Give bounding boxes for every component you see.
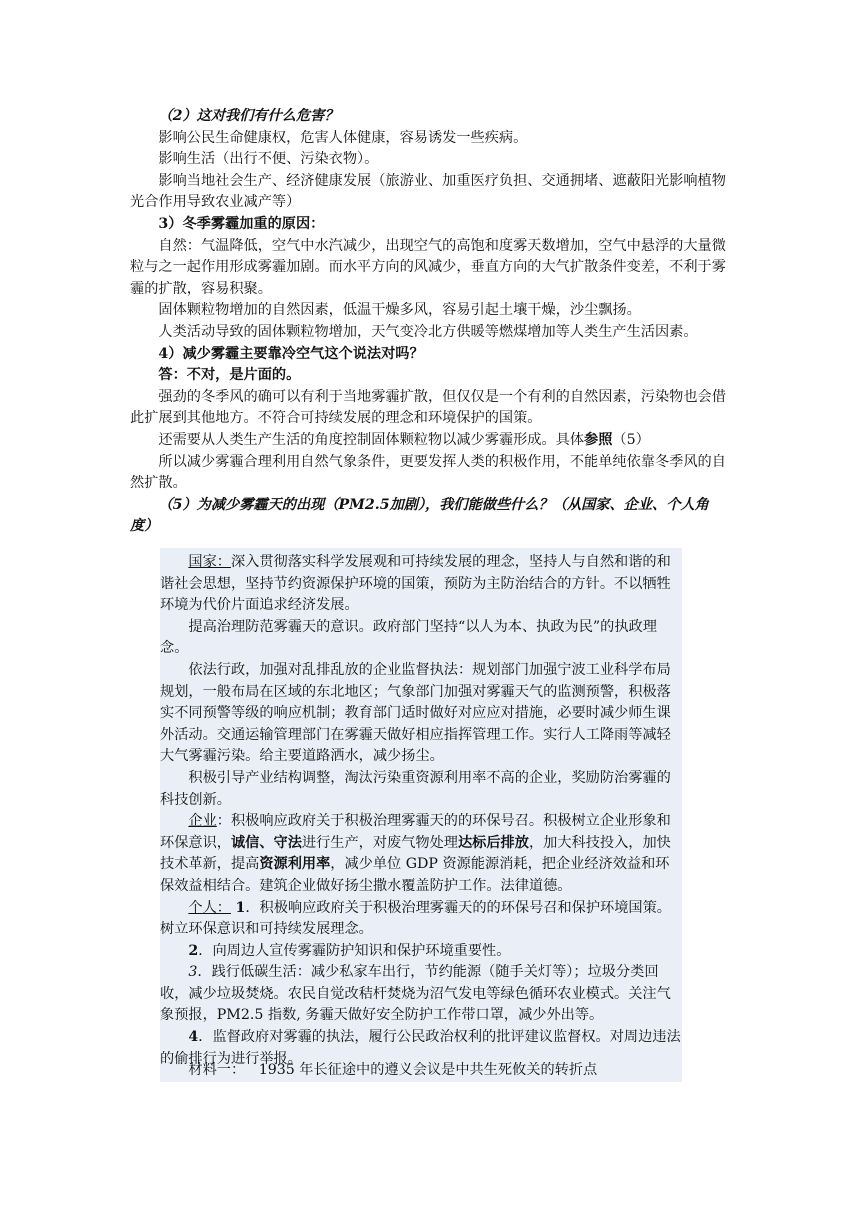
personal-label: 个人： <box>188 899 231 916</box>
personal-item <box>160 962 682 1027</box>
paragraph <box>130 430 730 452</box>
enterprise-text: 进行生产，对废气物处理 <box>301 834 458 851</box>
paragraph: 固体颗粒物增加的自然因素，低温干燥多风，容易引起土壤干燥，沙尘飘扬。 <box>158 302 641 319</box>
item-number: 2 <box>188 942 199 959</box>
country-paragraph <box>160 552 682 617</box>
enterprise-text: ，减少单位 GDP 资源能源消耗，把企业经济效益和环保效益相结合。建筑企业做好扬尘撒水覆盖防护工作。法律道德。 <box>160 856 670 894</box>
enterprise-paragraph <box>160 811 682 897</box>
paragraph-text: 还需要从人类生产生活的角度控制固体颗粒物以减少雾霾形成。具体 <box>158 431 585 448</box>
paragraph: 积极引导产业结构调整，淘汰污染重资源利用率不高的企业，奖励防治雾霾的科技创新。 <box>160 769 671 808</box>
paragraph: 提高治理防范雾霾天的意识。政府部门坚持“以人为本、执政为民”的执政理念。 <box>160 618 657 657</box>
enterprise-bold: 诚信、守法 <box>230 834 302 851</box>
section-3-heading: 3）冬季雾霾加重的原因： <box>158 215 325 232</box>
paragraph: 人类活动导致的固体颗粒物增加，天气变冷北方供暖等燃煤增加等人类生产生活因素。 <box>158 323 698 340</box>
material-paragraph <box>160 1060 682 1082</box>
paragraph: 影响生活（出行不便、污染衣物）。 <box>158 151 379 168</box>
paragraph: 影响当地社会生产、经济健康发展（旅游业、加重医疗负担、交通拥堵、遮蔽阳光影响植物光合作用导致农业减产等） <box>130 172 726 211</box>
item-number: 4 <box>188 1029 199 1046</box>
measures-section <box>160 552 682 1070</box>
item-text: ．积极响应政府关于积极治理雾霾天的的环保号召和保护环境国策。树立环保意识和可持续发展理念。 <box>160 899 671 938</box>
material-line <box>160 1060 682 1082</box>
item-number: 3 <box>188 964 198 981</box>
enterprise-label: 企业 <box>188 813 217 830</box>
item-text: ．践行低碳生活：减少私家车出行，节约能源（随手关灯等）；垃圾分类回收，减少垃圾焚烧。农民自觉改秸杆焚烧为沼气发电等绿色循环农业模式。关注气象预报，PM2.5 指数, 务霾天做好安全防护工作带口罩，减少外出等。 <box>160 964 671 1024</box>
item-number: 1 <box>235 899 246 916</box>
upper-section <box>130 106 730 538</box>
paragraph: 依法行政，加强对乱排乱放的企业监督执法：规划部门加强宁波工业科学布局规划，一般布局在区域的东北地区；气象部门加强对雾霾天气的监测预警，积极落实不同预警等级的响应机制；教育部门适时做好对应应对措施，必要时减少师生课外活动。交通运输管理部门在雾霾天做好相应指挥管理工作。实行人工降雨等减轻大气雾霾污染。给主要道路洒水，减少扬尘。 <box>160 661 671 765</box>
section-4-heading: 4）减少雾霾主要靠冷空气这个说法对吗？ <box>158 345 424 362</box>
enterprise-text: ：积极响应政府关于积极治理雾霾天的的环保号召。积极树立企业形象和环保意识， <box>160 813 671 851</box>
paragraph: 影响公民生命健康权，危害人体健康，容易诱发一些疾病。 <box>158 129 528 146</box>
paragraph: 所以减少雾霾合理利用自然气象条件，更要发挥人类的积极作用，不能单纯依靠冬季风的自然扩散。 <box>130 453 726 492</box>
item-text: ．向周边人宣传雾霾防护知识和保护环境重要性。 <box>198 942 511 959</box>
section-2-heading: （2）这对我们有什么危害？ <box>158 108 339 124</box>
country-text: 深入贯彻落实科学发展观和可持续发展的理念，坚持人与自然和谐的和谐社会思想，坚持节约资源保护环境的国策，预防为主防治结合的方针。不以牺牲环境为代价片面追求经济发展。 <box>160 554 671 614</box>
answer-line: 答：不对，是片面的。 <box>158 367 301 384</box>
enterprise-bold: 资源利用率 <box>259 856 331 873</box>
enterprise-bold: 达标后排放 <box>457 834 529 851</box>
personal-item <box>160 898 682 941</box>
section-5-heading: （5）为减少雾霾天的出现（PM2.5加剧），我们能做些什么？（从国家、企业、个人角度） <box>130 496 709 535</box>
material-text: 1935 年长征途中的遵义会议是中共生死攸关的转折点 <box>258 1062 598 1078</box>
reference-number: （5） <box>612 431 650 448</box>
personal-item <box>160 941 682 963</box>
reference-word: 参照 <box>584 431 613 448</box>
material-label: 材料一： <box>188 1062 246 1078</box>
paragraph: 强劲的冬季风的确可以有利于当地雾霾扩散，但仅仅是一个有利的自然因素，污染物也会借此扩展到其他地方。不符合可持续发展的理念和环境保护的国策。 <box>130 388 726 427</box>
paragraph: 自然：气温降低，空气中水汽减少，出现空气的高饱和度雾天数增加，空气中悬浮的大量微粒与之一起作用形成雾霾加剧。而水平方向的风减少，垂直方向的大气扩散条件变差，不利于雾霾的扩散，容易积聚。 <box>130 237 726 297</box>
enterprise-text: ，加大科技投入，加快技术革新，提高 <box>160 834 671 873</box>
country-label: 国家： <box>188 554 231 570</box>
item-text: ．监督政府对雾霾的执法，履行公民政治权利的批评建议监督权。对周边违法的偷排行为进行举报。 <box>160 1029 681 1067</box>
